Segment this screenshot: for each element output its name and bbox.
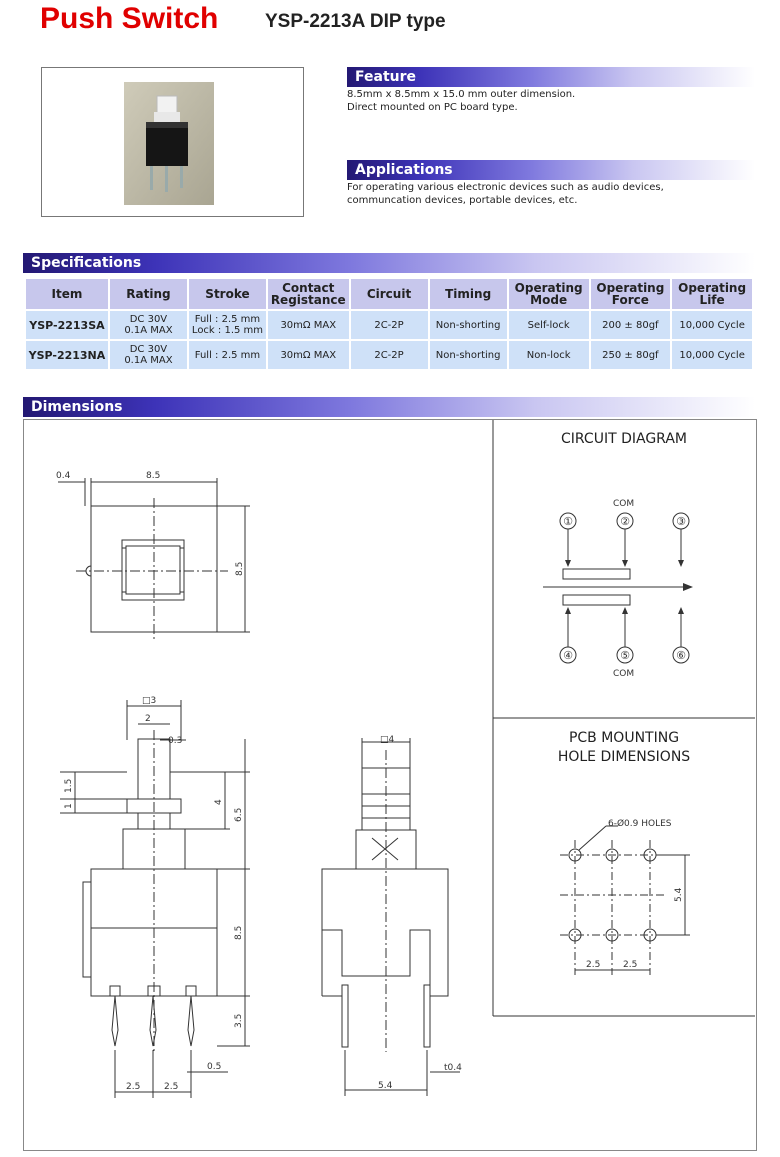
pcb-hole-layout	[560, 826, 690, 975]
cell-circuit: 2C-2P	[351, 311, 428, 339]
dim-65: 6.5	[234, 807, 244, 822]
dim-85: 8.5	[234, 925, 244, 940]
applications-header: Applications	[347, 160, 755, 180]
dim-35: 3.5	[234, 1013, 244, 1028]
cell-mode: Non-lock	[509, 341, 589, 369]
dimensions-header: Dimensions	[23, 397, 755, 417]
rating-line-1: DC 30V	[129, 344, 168, 355]
page-title: Push Switch	[40, 2, 219, 35]
pin-2: ②	[620, 515, 630, 528]
dim-gap: 0.3	[168, 736, 183, 746]
col-mode: Operating Mode	[509, 279, 589, 309]
rating-line-2: 0.1A MAX	[124, 355, 173, 366]
col-life: Operating Life	[672, 279, 752, 309]
holes-label: 6-Ø0.9 HOLES	[608, 819, 672, 829]
dim-1: 1	[64, 803, 74, 809]
col-circuit: Circuit	[351, 279, 428, 309]
cell-stroke: Full : 2.5 mm	[189, 341, 266, 369]
side-view	[322, 738, 460, 1096]
pcb-title-line-2: HOLE DIMENSIONS	[557, 749, 691, 765]
dim-actuator-width: 2	[145, 714, 151, 724]
cell-circuit: 2C-2P	[351, 341, 428, 369]
dim-thickness: t0.4	[444, 1063, 462, 1073]
cell-resistance: 30mΩ MAX	[268, 341, 349, 369]
circuit-diagram-title: CIRCUIT DIAGRAM	[561, 431, 687, 447]
pcb-pitch-a: 2.5	[586, 960, 601, 970]
col-resistance: Contact Registance	[268, 279, 349, 309]
cell-life: 10,000 Cycle	[672, 341, 752, 369]
dim-side-width: 5.4	[378, 1081, 393, 1091]
cell-force: 200 ± 80gf	[591, 311, 671, 339]
pin-3: ③	[676, 515, 686, 528]
pcb-height: 5.4	[674, 887, 684, 902]
dim-15: 1.5	[64, 778, 74, 793]
top-view	[58, 478, 250, 640]
specifications-header: Specifications	[23, 253, 755, 273]
col-rating: Rating	[110, 279, 187, 309]
feature-line-2: Direct mounted on PC board type.	[347, 102, 518, 113]
dim-4: 4	[214, 799, 224, 805]
dim-pitch-b: 2.5	[164, 1082, 179, 1092]
front-view	[60, 700, 250, 1098]
feature-line-1: 8.5mm x 8.5mm x 15.0 mm outer dimension.	[347, 89, 576, 100]
model-subtitle: YSP-2213A DIP type	[265, 11, 446, 32]
stroke-line-1: Full : 2.5 mm	[194, 314, 261, 325]
pcb-pitch-b: 2.5	[623, 960, 638, 970]
dim-05: 0.5	[207, 1062, 222, 1072]
rating-line-2: 0.1A MAX	[124, 325, 173, 336]
cell-resistance: 30mΩ MAX	[268, 311, 349, 339]
col-force: Operating Force	[591, 279, 671, 309]
com-top-label: COM	[613, 499, 635, 509]
feature-header: Feature	[347, 67, 755, 87]
stroke-line-2: Lock : 1.5 mm	[191, 325, 264, 336]
cell-item: YSP-2213NA	[26, 341, 108, 369]
pin-1: ①	[563, 515, 573, 528]
cell-mode: Self-lock	[509, 311, 589, 339]
cell-item: YSP-2213SA	[26, 311, 108, 339]
com-bottom-label: COM	[613, 669, 635, 679]
dim-pitch-a: 2.5	[126, 1082, 141, 1092]
applications-line-2: communcation devices, portable devices, etc.	[347, 195, 578, 206]
cell-timing: Non-shorting	[430, 311, 507, 339]
dim-actuator-square: □3	[142, 696, 157, 706]
cell-force: 250 ± 80gf	[591, 341, 671, 369]
col-timing: Timing	[430, 279, 507, 309]
col-item: Item	[26, 279, 108, 309]
rating-line-1: DC 30V	[129, 314, 168, 325]
pin-5: ⑤	[620, 649, 630, 662]
pin-6: ⑥	[676, 649, 686, 662]
applications-line-1: For operating various electronic devices such as audio devices,	[347, 182, 664, 193]
circuit-diagram	[543, 513, 689, 663]
pcb-title-line-1: PCB MOUNTING	[568, 730, 680, 746]
cell-life: 10,000 Cycle	[672, 311, 752, 339]
dim-top-width: 8.5	[146, 471, 161, 481]
dim-top-gap: 0.4	[56, 471, 71, 481]
cell-timing: Non-shorting	[430, 341, 507, 369]
pin-4: ④	[563, 649, 573, 662]
dim-top-height: 8.5	[235, 561, 245, 576]
dim-side-square: □4	[380, 735, 395, 745]
col-stroke: Stroke	[189, 279, 266, 309]
